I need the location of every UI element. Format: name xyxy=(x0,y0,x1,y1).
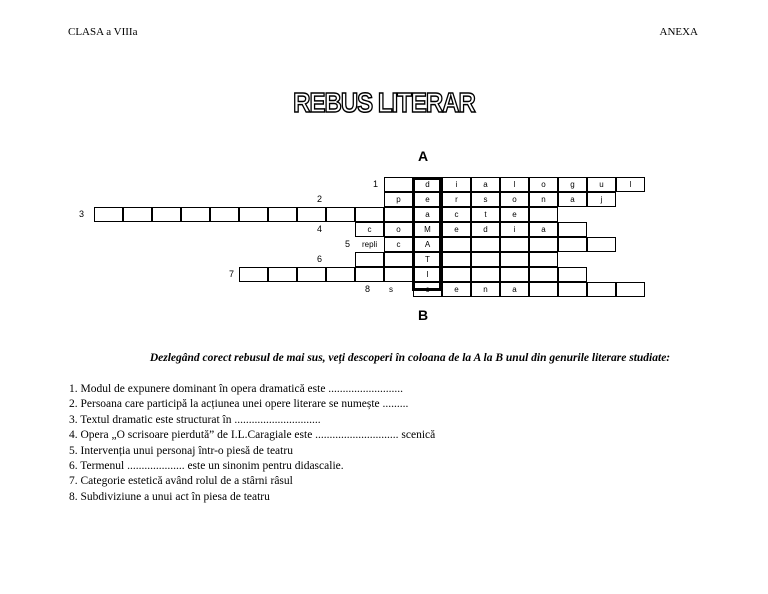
grid-cell[interactable]: e xyxy=(442,282,471,297)
grid-cell[interactable]: l xyxy=(616,177,645,192)
grid-cell[interactable] xyxy=(587,237,616,252)
grid-cell[interactable]: c xyxy=(413,282,442,297)
grid-cell[interactable] xyxy=(268,267,297,282)
grid-cell[interactable]: I xyxy=(413,267,442,282)
grid-cell[interactable] xyxy=(268,207,297,222)
clue-item: 3. Textul dramatic este structurat în .............................. xyxy=(69,413,321,426)
grid-cell[interactable] xyxy=(239,267,268,282)
grid-cell[interactable] xyxy=(181,207,210,222)
clue-item: 5. Intervenția unui personaj într-o piesă de teatru xyxy=(69,444,293,457)
grid-cell[interactable]: g xyxy=(558,177,587,192)
grid-cell[interactable] xyxy=(355,267,384,282)
row-number-8: 8 xyxy=(364,284,370,294)
grid-cell[interactable]: d xyxy=(471,222,500,237)
row-number-3: 3 xyxy=(78,209,84,219)
grid-cell[interactable] xyxy=(471,267,500,282)
grid-cell[interactable] xyxy=(500,252,529,267)
grid-cell[interactable]: e xyxy=(442,222,471,237)
grid-cell[interactable] xyxy=(326,267,355,282)
grid-cell[interactable] xyxy=(471,237,500,252)
page-title: REBUS LITERAR xyxy=(293,87,475,119)
grid-cell[interactable] xyxy=(355,252,384,267)
grid-cell[interactable]: e xyxy=(413,192,442,207)
grid-cell[interactable]: c xyxy=(355,222,384,237)
grid-cell[interactable] xyxy=(529,237,558,252)
grid-cell[interactable] xyxy=(384,252,413,267)
grid-cell[interactable]: T xyxy=(413,252,442,267)
grid-cell[interactable] xyxy=(384,267,413,282)
clue-item: 4. Opera „O scrisoare pierdută” de I.L.Caragiale este ............................. scenică xyxy=(69,429,436,442)
row-inline-text: s xyxy=(389,285,393,294)
grid-cell[interactable]: c xyxy=(442,207,471,222)
grid-cell[interactable] xyxy=(529,282,558,297)
grid-cell[interactable]: d xyxy=(413,177,442,192)
row-number-4: 4 xyxy=(316,224,322,234)
column-start-mark: A xyxy=(418,148,429,164)
grid-cell[interactable] xyxy=(471,252,500,267)
grid-cell[interactable] xyxy=(94,207,123,222)
grid-cell[interactable]: j xyxy=(587,192,616,207)
grid-cell[interactable] xyxy=(442,267,471,282)
grid-cell[interactable] xyxy=(558,222,587,237)
header-class-label: CLASA a VIIIa xyxy=(68,26,138,38)
grid-cell[interactable] xyxy=(558,267,587,282)
grid-cell[interactable] xyxy=(384,177,413,192)
clue-item: 2. Persoana care participă la acțiunea unei opere literare se numește ......... xyxy=(69,398,409,411)
grid-cell[interactable] xyxy=(239,207,268,222)
clue-list xyxy=(69,382,435,505)
column-end-mark: B xyxy=(418,307,429,323)
grid-cell[interactable]: a xyxy=(413,207,442,222)
grid-cell[interactable]: c xyxy=(384,237,413,252)
grid-cell[interactable]: p xyxy=(384,192,413,207)
grid-cell[interactable]: o xyxy=(500,192,529,207)
grid-cell[interactable]: A xyxy=(413,237,442,252)
grid-cell[interactable] xyxy=(558,282,587,297)
grid-cell[interactable] xyxy=(297,267,326,282)
row-number-5: 5 xyxy=(344,239,350,249)
grid-cell[interactable]: n xyxy=(529,192,558,207)
grid-cell[interactable] xyxy=(210,207,239,222)
clue-item: 7. Categorie estetică având rolul de a stârni râsul xyxy=(69,475,293,488)
grid-cell[interactable]: a xyxy=(558,192,587,207)
grid-cell[interactable] xyxy=(529,252,558,267)
grid-cell[interactable]: r xyxy=(442,192,471,207)
grid-cell[interactable]: a xyxy=(500,282,529,297)
grid-cell[interactable] xyxy=(529,267,558,282)
clue-item: 8. Subdiviziune a unui act în piesa de teatru xyxy=(69,490,270,503)
grid-cell[interactable]: n xyxy=(471,282,500,297)
grid-cell[interactable] xyxy=(326,207,355,222)
grid-cell[interactable] xyxy=(500,267,529,282)
grid-cell[interactable] xyxy=(587,282,616,297)
grid-cell[interactable] xyxy=(529,207,558,222)
grid-cell[interactable] xyxy=(384,207,413,222)
grid-cell[interactable] xyxy=(355,207,384,222)
grid-cell[interactable]: i xyxy=(442,177,471,192)
grid-cell[interactable] xyxy=(442,237,471,252)
clue-item: 1. Modul de expunere dominant în opera dramatică este .......................... xyxy=(69,383,404,395)
grid-cell[interactable] xyxy=(123,207,152,222)
grid-cell[interactable] xyxy=(152,207,181,222)
grid-cell[interactable]: l xyxy=(500,177,529,192)
grid-cell[interactable]: o xyxy=(529,177,558,192)
grid-cell[interactable]: M xyxy=(413,222,442,237)
clue-item: 6. Termenul .................... este un sinonim pentru didascalie. xyxy=(69,460,344,473)
instruction-text: Dezlegând corect rebusul de mai sus, veți descoperi în coloana de la A la B unul din genurile literare studiate: xyxy=(149,352,671,364)
row-number-7: 7 xyxy=(228,269,234,279)
row-number-1: 1 xyxy=(372,179,378,189)
grid-cell[interactable]: a xyxy=(471,177,500,192)
grid-cell[interactable] xyxy=(442,252,471,267)
grid-cell[interactable]: o xyxy=(384,222,413,237)
row-number-6: 6 xyxy=(316,254,322,264)
grid-cell[interactable] xyxy=(558,237,587,252)
grid-cell[interactable] xyxy=(616,282,645,297)
row-inline-text: repli xyxy=(362,240,378,249)
grid-cell[interactable]: s xyxy=(471,192,500,207)
grid-cell[interactable]: i xyxy=(500,222,529,237)
grid-cell[interactable]: t xyxy=(471,207,500,222)
grid-cell[interactable] xyxy=(297,207,326,222)
grid-cell[interactable]: u xyxy=(587,177,616,192)
row-number-2: 2 xyxy=(316,194,322,204)
header-annex-label: ANEXA xyxy=(659,26,698,38)
grid-cell[interactable] xyxy=(500,237,529,252)
grid-cell[interactable]: e xyxy=(500,207,529,222)
grid-cell[interactable]: a xyxy=(529,222,558,237)
